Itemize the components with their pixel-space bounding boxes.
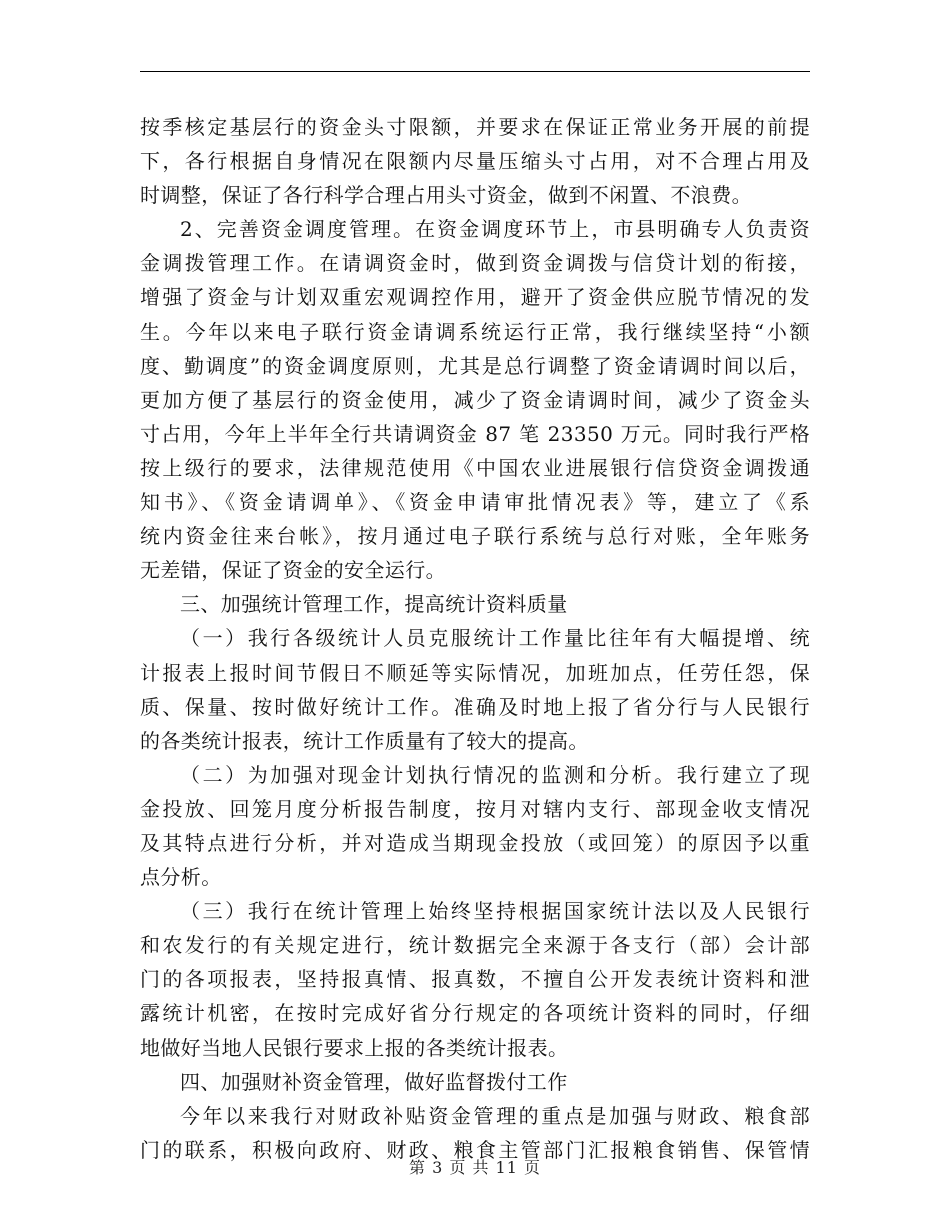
text-line: 门的联系，积极向政府、财政、粮食主管部门汇报粮食销售、保管情 — [140, 1137, 810, 1162]
text-line: 露统计机密，在按时完成好省分行规定的各项统计资料的同时，仔细 — [140, 1001, 810, 1026]
text-line: 及其特点进行分析，并对造成当期现金投放（或回笼）的原因予以重 — [140, 830, 810, 855]
text-line: 的各类统计报表，统计工作质量有了较大的提高。 — [140, 728, 589, 753]
text-line: 和农发行的有关规定进行，统计数据完全来源于各支行（部）会计部 — [140, 933, 810, 958]
document-body — [140, 110, 810, 1167]
text-line: 度、勤调度”的资金调度原则，尤其是总行调整了资金请调时间以后， — [140, 353, 810, 378]
text-line: 寸占用，今年上半年全行共请调资金 87 笔 23350 万元。同时我行严格 — [140, 421, 810, 446]
text-line: 按季核定基层行的资金头寸限额，并要求在保证正常业务开展的前提 — [140, 115, 810, 139]
page-footer: 第 3 页 共 11 页 — [409, 1158, 541, 1177]
text-line: 按上级行的要求，法律规范使用《中国农业进展银行信贷资金调拨通 — [140, 455, 810, 480]
text-line: 无差错，保证了资金的安全运行。 — [140, 558, 446, 583]
text-line: 质、保量、按时做好统计工作。准确及时地上报了省分行与人民银行 — [140, 694, 810, 719]
text-line: 下，各行根据自身情况在限额内尽量压缩头寸占用，对不合理占用及 — [140, 149, 810, 174]
text-line: 增强了资金与计划双重宏观调控作用，避开了资金供应脱节情况的发 — [140, 285, 810, 310]
text-line: 生。今年以来电子联行资金请调系统运行正常，我行继续坚持“小额 — [140, 319, 810, 344]
text-line: 金调拨管理工作。在请调资金时，做到资金调拨与信贷计划的衔接， — [140, 251, 810, 276]
text-line: （一）我行各级统计人员克服统计工作量比往年有大幅提增、统 — [180, 626, 810, 651]
section-heading: 三、加强统计管理工作，提高统计资料质量 — [180, 592, 568, 617]
text-line: 2、完善资金调度管理。在资金调度环节上，市县明确专人负责资 — [180, 217, 810, 242]
text-line: （三）我行在统计管理上始终坚持根据国家统计法以及人民银行 — [180, 899, 810, 924]
header-rule — [140, 71, 810, 72]
text-line: （二）为加强对现金计划执行情况的监测和分析。我行建立了现 — [180, 762, 810, 787]
text-line: 地做好当地人民银行要求上报的各类统计报表。 — [140, 1035, 569, 1060]
text-line: 计报表上报时间节假日不顺延等实际情况，加班加点，任劳任怨，保 — [140, 660, 810, 685]
text-line: 点分析。 — [140, 865, 222, 890]
text-line: 知书》、《资金请调单》、《资金申请审批情况表》等，建立了《系 — [140, 490, 810, 515]
text-line: 时调整，保证了各行科学合理占用头寸资金，做到不闲置、不浪费。 — [140, 183, 752, 208]
text-line: 今年以来我行对财政补贴资金管理的重点是加强与财政、粮食部 — [180, 1103, 810, 1128]
text-line: 更加方便了基层行的资金使用，减少了资金请调时间，减少了资金头 — [140, 387, 810, 412]
text-line: 统内资金往来台帐》，按月通过电子联行系统与总行对账，全年账务 — [140, 524, 810, 549]
section-heading: 四、加强财补资金管理，做好监督拨付工作 — [180, 1069, 568, 1094]
text-line: 门的各项报表，坚持报真情、报真数，不擅自公开发表统计资料和泄 — [140, 967, 810, 992]
text-line: 金投放、回笼月度分析报告制度，按月对辖内支行、部现金收支情况 — [140, 796, 810, 821]
